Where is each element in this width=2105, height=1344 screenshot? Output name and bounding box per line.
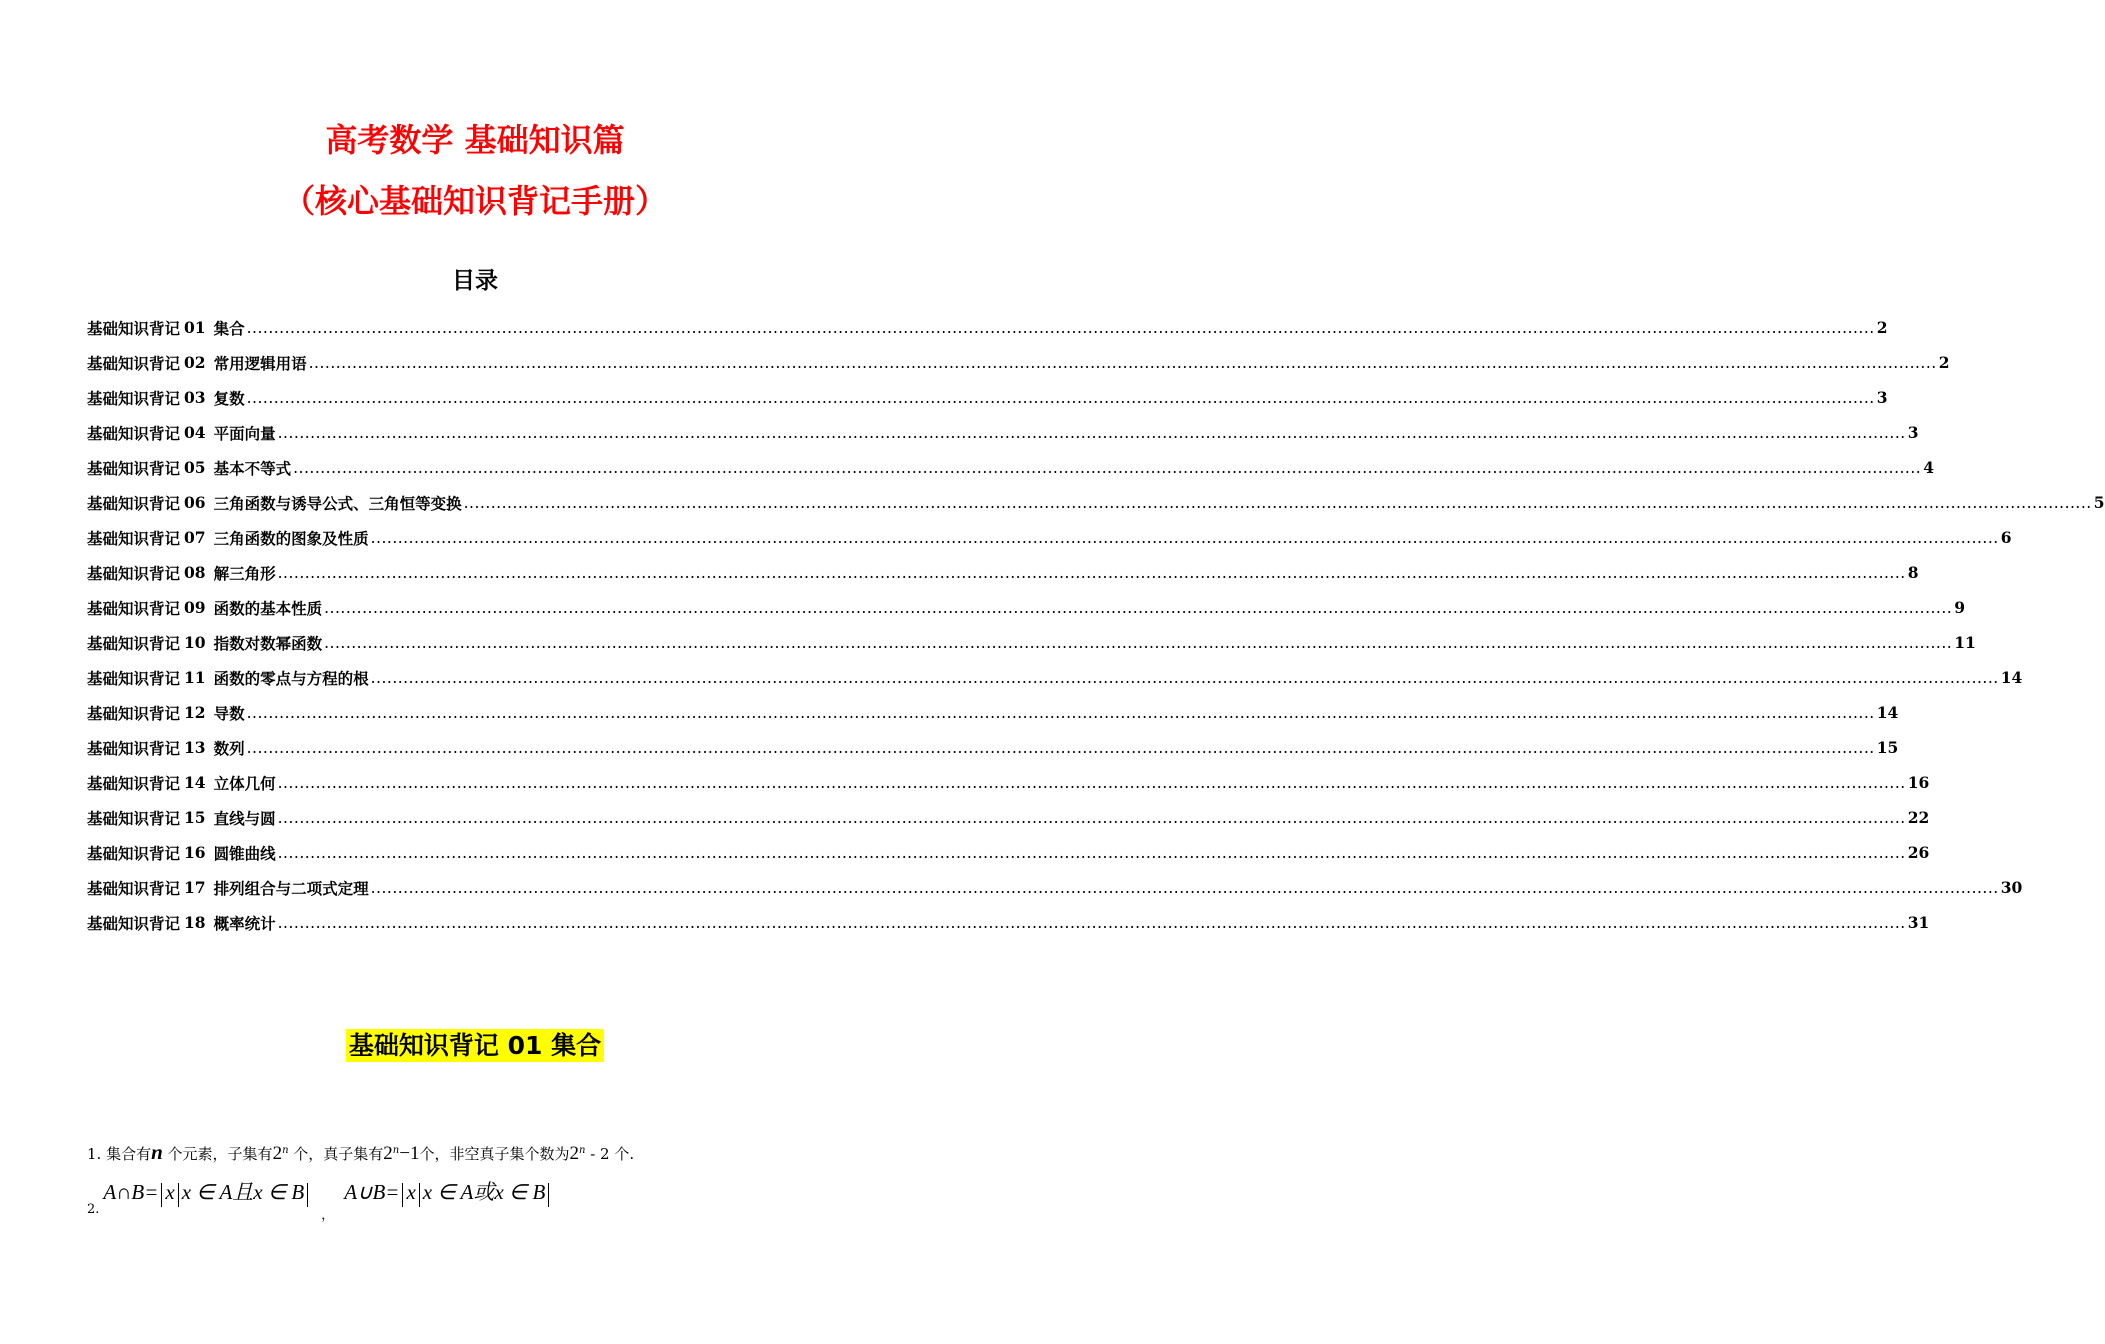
toc-page-number: 15 bbox=[1876, 738, 1899, 757]
toc-name: 指数对数幂函数 bbox=[213, 633, 323, 653]
toc-entry[interactable] bbox=[87, 905, 1930, 940]
toc-leader-dots: ............................................................................................................................................................................................................................................................................................................ bbox=[308, 353, 1937, 372]
toc-number: 15 bbox=[184, 808, 206, 827]
toc-label: 基础知识背记 bbox=[87, 668, 181, 688]
toc-page-number: 16 bbox=[1907, 773, 1930, 792]
math-condition: x ∈ A且x ∈ B bbox=[181, 1180, 305, 1204]
toc-name: 三角函数的图象及性质 bbox=[213, 528, 369, 548]
toc-heading: 目录 bbox=[452, 268, 498, 294]
toc-entry[interactable] bbox=[87, 485, 2105, 520]
toc-entry[interactable] bbox=[87, 730, 1899, 765]
toc-label: 基础知识背记 bbox=[87, 353, 181, 373]
toc-number: 02 bbox=[184, 353, 206, 372]
toc-name: 立体几何 bbox=[213, 773, 276, 793]
math-intersection: A∩B= bbox=[103, 1180, 159, 1204]
section-heading bbox=[0, 1026, 950, 1062]
toc-name: 圆锥曲线 bbox=[213, 843, 276, 863]
math-minus-one: −1 bbox=[399, 1143, 420, 1164]
toc-page-number: 2 bbox=[1876, 318, 1888, 337]
math-minus-two: - 2 bbox=[585, 1145, 610, 1163]
toc-number: 01 bbox=[184, 318, 206, 337]
separator: ， bbox=[321, 1208, 335, 1223]
math-n: n bbox=[151, 1140, 163, 1164]
toc-entry[interactable] bbox=[87, 555, 1919, 590]
toc-entry[interactable] bbox=[87, 310, 1888, 345]
p1-text: 个，非空真子集个数为 bbox=[419, 1145, 570, 1163]
toc-name: 集合 bbox=[213, 318, 245, 338]
toc-page-number: 9 bbox=[1954, 598, 1966, 617]
toc-page-number: 3 bbox=[1907, 423, 1919, 442]
math-two: 2 bbox=[383, 1143, 393, 1164]
toc-label: 基础知识背记 bbox=[87, 808, 181, 828]
page-subtitle: （核心基础知识背记手册） bbox=[282, 182, 667, 220]
toc-leader-dots: ............................................................................................................................................................................................................................................................................................................ bbox=[463, 493, 2092, 512]
brace-left bbox=[402, 1183, 403, 1207]
toc-number: 05 bbox=[184, 458, 206, 477]
toc-number: 10 bbox=[184, 633, 206, 652]
toc-label: 基础知识背记 bbox=[87, 598, 181, 618]
toc-number: 17 bbox=[184, 878, 206, 897]
toc-name: 函数的基本性质 bbox=[213, 598, 323, 618]
divider-bar bbox=[178, 1183, 179, 1207]
toc-page-number: 6 bbox=[2000, 528, 2012, 547]
toc-label: 基础知识背记 bbox=[87, 493, 181, 513]
toc-page-number: 4 bbox=[1923, 458, 1935, 477]
brace-right bbox=[548, 1183, 549, 1207]
toc-number: 12 bbox=[184, 703, 206, 722]
toc-label: 基础知识背记 bbox=[87, 388, 181, 408]
p1-text: 个，真子集有 bbox=[288, 1145, 384, 1163]
toc-entry[interactable] bbox=[87, 345, 1950, 380]
toc-page-number: 5 bbox=[2093, 493, 2105, 512]
toc-number: 18 bbox=[184, 913, 206, 932]
table-of-contents bbox=[87, 310, 2105, 940]
toc-number: 09 bbox=[184, 598, 206, 617]
paragraph-subset-count bbox=[87, 1140, 634, 1165]
toc-page-number: 8 bbox=[1907, 563, 1919, 582]
math-exp-n: n bbox=[282, 1145, 289, 1156]
math-two: 2 bbox=[569, 1143, 579, 1164]
toc-number: 07 bbox=[184, 528, 206, 547]
toc-page-number: 22 bbox=[1907, 808, 1930, 827]
toc-entry[interactable] bbox=[87, 625, 1976, 660]
toc-leader-dots: ............................................................................................................................................................................................................................................................................................................ bbox=[277, 423, 1906, 442]
math-condition: x ∈ A或x ∈ B bbox=[422, 1180, 546, 1204]
toc-number: 11 bbox=[184, 668, 206, 687]
paragraph-set-operations bbox=[87, 1176, 552, 1223]
toc-leader-dots: ............................................................................................................................................................................................................................................................................................................ bbox=[370, 668, 1999, 687]
toc-entry[interactable] bbox=[87, 800, 1930, 835]
brace-left bbox=[161, 1183, 162, 1207]
toc-leader-dots: ............................................................................................................................................................................................................................................................................................................ bbox=[246, 388, 1875, 407]
toc-name: 平面向量 bbox=[213, 423, 276, 443]
p1-text: 个元素，子集有 bbox=[162, 1145, 273, 1163]
toc-name: 复数 bbox=[213, 388, 245, 408]
toc-entry[interactable] bbox=[87, 520, 2012, 555]
math-two: 2 bbox=[272, 1143, 283, 1164]
toc-entry[interactable] bbox=[87, 695, 1899, 730]
toc-number: 08 bbox=[184, 563, 206, 582]
toc-name: 函数的零点与方程的根 bbox=[213, 668, 369, 688]
toc-name: 直线与圆 bbox=[213, 808, 276, 828]
toc-label: 基础知识背记 bbox=[87, 318, 181, 338]
toc-entry[interactable] bbox=[87, 870, 2023, 905]
toc-name: 常用逻辑用语 bbox=[213, 353, 307, 373]
toc-label: 基础知识背记 bbox=[87, 703, 181, 723]
toc-leader-dots: ............................................................................................................................................................................................................................................................................................................ bbox=[277, 773, 1906, 792]
toc-leader-dots: ............................................................................................................................................................................................................................................................................................................ bbox=[324, 598, 1953, 617]
math-var: x bbox=[165, 1180, 175, 1204]
toc-page-number: 14 bbox=[2000, 668, 2023, 687]
toc-number: 16 bbox=[184, 843, 206, 862]
toc-label: 基础知识背记 bbox=[87, 773, 181, 793]
toc-page-number: 3 bbox=[1876, 388, 1888, 407]
toc-leader-dots: ............................................................................................................................................................................................................................................................................................................ bbox=[324, 633, 1953, 652]
toc-number: 06 bbox=[184, 493, 206, 512]
p1-text: 个. bbox=[609, 1145, 635, 1163]
toc-leader-dots: ............................................................................................................................................................................................................................................................................................................ bbox=[277, 563, 1906, 582]
toc-leader-dots: ............................................................................................................................................................................................................................................................................................................ bbox=[246, 738, 1875, 757]
toc-label: 基础知识背记 bbox=[87, 738, 181, 758]
toc-label: 基础知识背记 bbox=[87, 843, 181, 863]
item-number: 2. bbox=[87, 1202, 100, 1217]
toc-entry[interactable] bbox=[87, 835, 1930, 870]
toc-label: 基础知识背记 bbox=[87, 633, 181, 653]
toc-page-number: 30 bbox=[2000, 878, 2023, 897]
toc-entry[interactable] bbox=[87, 765, 1930, 800]
p1-text: 1. 集合有 bbox=[87, 1145, 152, 1163]
toc-leader-dots: ............................................................................................................................................................................................................................................................................................................ bbox=[246, 703, 1875, 722]
toc-name: 基本不等式 bbox=[213, 458, 292, 478]
toc-page-number: 2 bbox=[1938, 353, 1950, 372]
toc-number: 14 bbox=[184, 773, 206, 792]
toc-number: 04 bbox=[184, 423, 206, 442]
toc-entry[interactable] bbox=[87, 450, 1935, 485]
math-exp-n: n bbox=[392, 1145, 400, 1156]
toc-entry[interactable] bbox=[87, 380, 1888, 415]
math-union: A∪B= bbox=[344, 1180, 400, 1204]
toc-leader-dots: ............................................................................................................................................................................................................................................................................................................ bbox=[277, 913, 1906, 932]
toc-label: 基础知识背记 bbox=[87, 528, 181, 548]
toc-leader-dots: ............................................................................................................................................................................................................................................................................................................ bbox=[277, 843, 1906, 862]
math-var: x bbox=[406, 1180, 416, 1204]
toc-leader-dots: ............................................................................................................................................................................................................................................................................................................ bbox=[246, 318, 1875, 337]
toc-name: 概率统计 bbox=[213, 913, 276, 933]
toc-name: 解三角形 bbox=[213, 563, 276, 583]
toc-label: 基础知识背记 bbox=[87, 913, 181, 933]
toc-label: 基础知识背记 bbox=[87, 423, 181, 443]
toc-page-number: 14 bbox=[1876, 703, 1899, 722]
toc-entry[interactable] bbox=[87, 660, 2023, 695]
toc-number: 13 bbox=[184, 738, 206, 757]
toc-name: 数列 bbox=[213, 738, 245, 758]
toc-number: 03 bbox=[184, 388, 206, 407]
brace-right bbox=[307, 1183, 308, 1207]
toc-page-number: 31 bbox=[1907, 913, 1930, 932]
toc-leader-dots: ............................................................................................................................................................................................................................................................................................................ bbox=[293, 458, 1922, 477]
toc-page-number: 11 bbox=[1954, 633, 1976, 652]
toc-leader-dots: ............................................................................................................................................................................................................................................................................................................ bbox=[277, 808, 1906, 827]
toc-leader-dots: ............................................................................................................................................................................................................................................................................................................ bbox=[370, 878, 1999, 897]
toc-name: 导数 bbox=[213, 703, 245, 723]
toc-leader-dots: ............................................................................................................................................................................................................................................................................................................ bbox=[370, 528, 1999, 547]
toc-label: 基础知识背记 bbox=[87, 458, 181, 478]
toc-label: 基础知识背记 bbox=[87, 563, 181, 583]
toc-entry[interactable] bbox=[87, 415, 1919, 450]
toc-name: 排列组合与二项式定理 bbox=[213, 878, 369, 898]
page-title: 高考数学 基础知识篇 bbox=[325, 121, 625, 159]
math-exp-n: n bbox=[578, 1145, 586, 1156]
section-title: 基础知识背记 01 集合 bbox=[346, 1029, 604, 1062]
toc-name: 三角函数与诱导公式、三角恒等变换 bbox=[213, 493, 462, 513]
divider-bar bbox=[419, 1183, 420, 1207]
toc-label: 基础知识背记 bbox=[87, 878, 181, 898]
toc-entry[interactable] bbox=[87, 590, 1966, 625]
toc-page-number: 26 bbox=[1907, 843, 1930, 862]
